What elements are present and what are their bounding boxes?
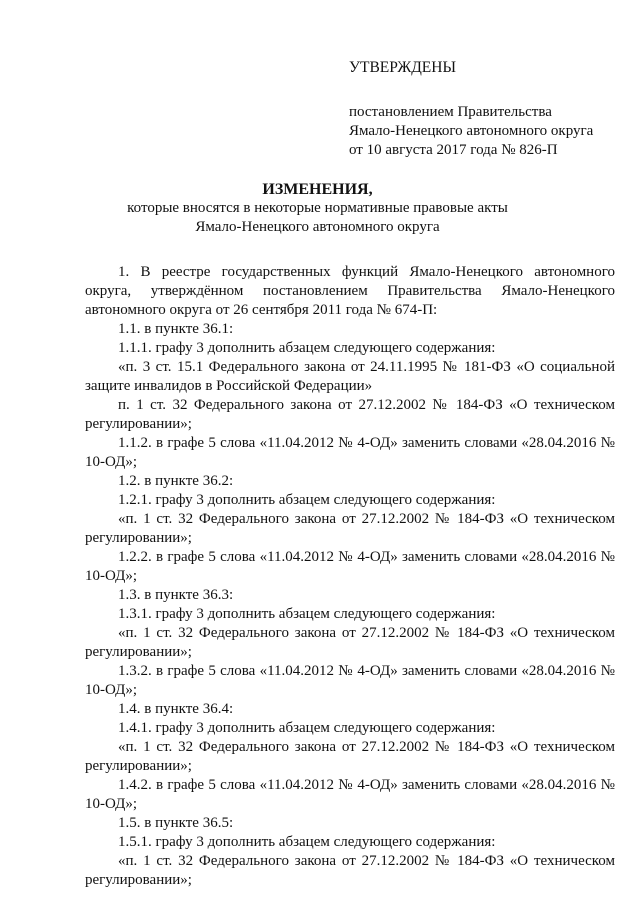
document-body [85, 263, 615, 890]
paragraph: 1.4. в пункте 36.4: [118, 701, 234, 717]
paragraph: п. 1 ст. 32 Федерального закона от 27.12.2002 № 184-ФЗ «О техническом регулировании»; [85, 397, 615, 432]
approval-line: Ямало-Ненецкого автономного округа [349, 123, 594, 139]
paragraph: 1.1.1. графу 3 дополнить абзацем следующего содержания: [118, 340, 496, 356]
approval-heading: УТВЕРЖДЕНЫ [349, 59, 456, 76]
approval-stamp [349, 58, 619, 160]
document-subtitle-line: которые вносятся в некоторые нормативные правовые акты [127, 200, 508, 216]
paragraph: 1.1.2. в графе 5 слова «11.04.2012 № 4-ОД» заменить словами «28.04.2016 № 10-ОД»; [85, 435, 615, 470]
paragraph: 1.5.1. графу 3 дополнить абзацем следующего содержания: [118, 834, 496, 850]
approval-line: от 10 августа 2017 года № 826-П [349, 142, 558, 158]
paragraph: «п. 1 ст. 32 Федерального закона от 27.12.2002 № 184-ФЗ «О техническом регулировании»; [85, 511, 615, 546]
paragraph: 1.4.2. в графе 5 слова «11.04.2012 № 4-ОД» заменить словами «28.04.2016 № 10-ОД»; [85, 777, 615, 812]
paragraph: 1.2. в пункте 36.2: [118, 473, 234, 489]
paragraph: «п. 1 ст. 32 Федерального закона от 27.12.2002 № 184-ФЗ «О техническом регулировании»; [85, 853, 615, 888]
document-title-block [85, 180, 550, 237]
document-title: ИЗМЕНЕНИЯ, [262, 181, 373, 198]
paragraph: 1. В реестре государственных функций Ямало-Ненецкого автономного округа, утверждённом постановлением Правительства Ямало-Ненецкого автономного округа от 26 сентября 2011 года № 674-П: [85, 264, 615, 318]
paragraph: «п. 1 ст. 32 Федерального закона от 27.12.2002 № 184-ФЗ «О техническом регулировании»; [85, 739, 615, 774]
paragraph: 1.3. в пункте 36.3: [118, 587, 234, 603]
paragraph: 1.2.1. графу 3 дополнить абзацем следующего содержания: [118, 492, 496, 508]
paragraph: 1.1. в пункте 36.1: [118, 321, 234, 337]
paragraph: «п. 3 ст. 15.1 Федерального закона от 24.11.1995 № 181-ФЗ «О социальной защите инвалидов в Российской Федерации» [85, 359, 615, 394]
paragraph: 1.2.2. в графе 5 слова «11.04.2012 № 4-ОД» заменить словами «28.04.2016 № 10-ОД»; [85, 549, 615, 584]
paragraph: 1.4.1. графу 3 дополнить абзацем следующего содержания: [118, 720, 496, 736]
document-subtitle-line: Ямало-Ненецкого автономного округа [195, 219, 440, 235]
paragraph: 1.3.1. графу 3 дополнить абзацем следующего содержания: [118, 606, 496, 622]
approval-line: постановлением Правительства [349, 104, 552, 120]
paragraph: 1.3.2. в графе 5 слова «11.04.2012 № 4-ОД» заменить словами «28.04.2016 № 10-ОД»; [85, 663, 615, 698]
paragraph: 1.5. в пункте 36.5: [118, 815, 234, 831]
paragraph: «п. 1 ст. 32 Федерального закона от 27.12.2002 № 184-ФЗ «О техническом регулировании»; [85, 625, 615, 660]
